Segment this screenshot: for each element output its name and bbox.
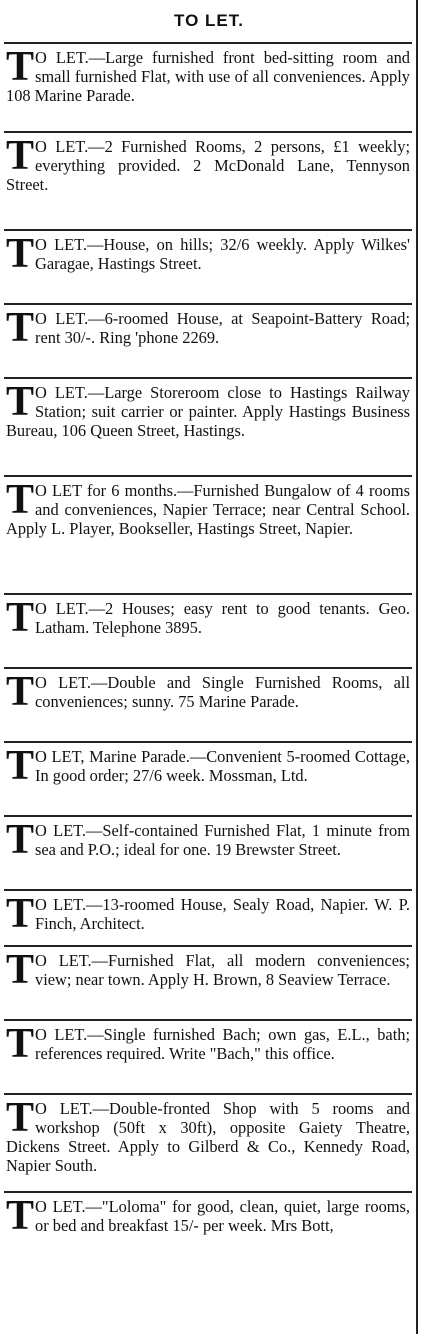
ad-text: O LET.—"Loloma" for good, clean, quiet, large rooms, or bed and breakfast 15/- per week. Mrs Bott, — [35, 1197, 410, 1235]
ad-4 — [2, 305, 416, 377]
ad-text: O LET.—Large furnished front bed-sitting room and small furnished Flat, with use of all conveniences. Apply 108 Marine Parade. — [6, 48, 410, 105]
drop-cap: T — [6, 1095, 35, 1141]
ad-12 — [2, 947, 416, 1019]
ad-8 — [2, 669, 416, 741]
ad-3 — [2, 231, 416, 303]
ad-7 — [2, 595, 416, 667]
ad-text: O LET.—6-roomed House, at Seapoint-Battery Road; rent 30/-. Ring 'phone 2269. — [35, 309, 410, 347]
drop-cap: T — [6, 595, 35, 641]
ad-text: O LET.—House, on hills; 32/6 weekly. Apply Wilkes' Garagae, Hastings Street. — [35, 235, 410, 273]
ad-5 — [2, 379, 416, 475]
ad-text: O LET.—Large Storeroom close to Hastings Railway Station; suit carrier or painter. Apply Hastings Business Bureau, 106 Queen Street, Hastings. — [6, 383, 410, 440]
drop-cap: T — [6, 44, 35, 90]
drop-cap: T — [6, 231, 35, 277]
ad-text: O LET.—Double-fronted Shop with 5 rooms and workshop (50ft x 30ft), opposite Gaiety Theatre, Dickens Street. Apply to Gilberd & Co., Kennedy Road, Napier South. — [6, 1099, 410, 1175]
ad-text: O LET.—13-roomed House, Sealy Road, Napier. W. P. Finch, Architect. — [35, 895, 410, 933]
drop-cap: T — [6, 1193, 35, 1239]
classified-column — [2, 0, 418, 1334]
drop-cap: T — [6, 817, 35, 863]
ad-13 — [2, 1021, 416, 1093]
drop-cap: T — [6, 669, 35, 715]
section-heading: TO LET. — [174, 11, 244, 30]
ad-15 — [2, 1193, 416, 1265]
drop-cap: T — [6, 743, 35, 789]
ad-10 — [2, 817, 416, 889]
drop-cap: T — [6, 477, 35, 523]
ad-1 — [2, 44, 416, 131]
drop-cap: T — [6, 379, 35, 425]
ad-9 — [2, 743, 416, 815]
drop-cap: T — [6, 133, 35, 179]
ad-text: O LET.—2 Houses; easy rent to good tenants. Geo. Latham. Telephone 3895. — [35, 599, 410, 637]
ad-6 — [2, 477, 416, 593]
ad-text: O LET.—Single furnished Bach; own gas, E.L., bath; references required. Write "Bach," this office. — [35, 1025, 410, 1063]
ad-text: O LET.—2 Furnished Rooms, 2 persons, £1 weekly; everything provided. 2 McDonald Lane, Tennyson Street. — [6, 137, 410, 194]
ad-text: O LET.—Self-contained Furnished Flat, 1 minute from sea and P.O.; ideal for one. 19 Brewster Street. — [35, 821, 410, 859]
ad-2 — [2, 133, 416, 229]
drop-cap: T — [6, 947, 35, 993]
ad-text: O LET for 6 months.—Furnished Bungalow of 4 rooms and conveniences, Napier Terrace; near Central School. Apply L. Player, Bookseller, Hastings Street, Napier. — [6, 481, 410, 538]
ad-14 — [2, 1095, 416, 1191]
ad-11 — [2, 891, 416, 945]
ad-text: O LET.—Furnished Flat, all modern conveniences; view; near town. Apply H. Brown, 8 Seaview Terrace. — [35, 951, 410, 989]
drop-cap: T — [6, 1021, 35, 1067]
ad-text: O LET.—Double and Single Furnished Rooms, all conveniences; sunny. 75 Marine Parade. — [35, 673, 410, 711]
drop-cap: T — [6, 891, 35, 937]
ad-text: O LET, Marine Parade.—Convenient 5-roomed Cottage, In good order; 27/6 week. Mossman, Ltd. — [35, 747, 410, 785]
drop-cap: T — [6, 305, 35, 351]
